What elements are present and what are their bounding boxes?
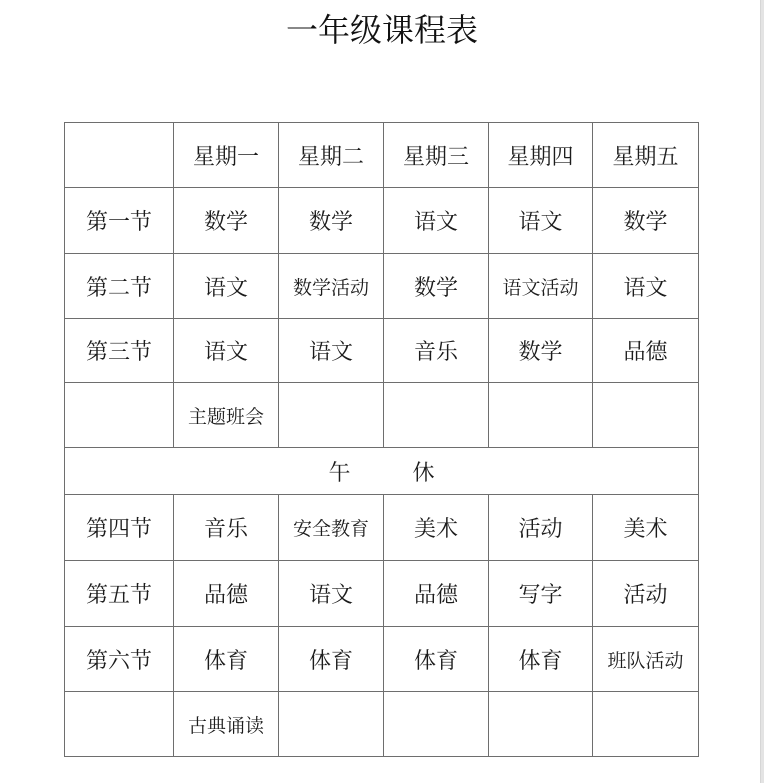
class-cell: 体育	[279, 627, 384, 692]
period-label	[65, 383, 174, 448]
period-label: 第四节	[65, 495, 174, 561]
class-cell: 班队活动	[593, 627, 699, 692]
class-cell: 数学	[279, 188, 384, 254]
class-cell: 古典诵读	[174, 692, 279, 757]
class-cell	[489, 692, 593, 757]
class-cell: 体育	[384, 627, 489, 692]
class-cell: 语文	[279, 561, 384, 627]
period-label: 第五节	[65, 561, 174, 627]
class-cell: 写字	[489, 561, 593, 627]
class-cell: 美术	[593, 495, 699, 561]
class-cell	[593, 692, 699, 757]
table-row	[65, 383, 699, 448]
day-header-thu: 星期四	[489, 123, 593, 188]
period-label: 第三节	[65, 319, 174, 383]
class-cell	[279, 383, 384, 448]
class-cell: 品德	[593, 319, 699, 383]
timetable	[64, 122, 699, 757]
class-cell: 语文	[279, 319, 384, 383]
class-cell: 语文	[174, 319, 279, 383]
day-header-mon: 星期一	[174, 123, 279, 188]
class-cell	[384, 383, 489, 448]
table-row	[65, 692, 699, 757]
table-row	[65, 188, 699, 254]
class-cell: 主题班会	[174, 383, 279, 448]
class-cell: 美术	[384, 495, 489, 561]
day-header-fri: 星期五	[593, 123, 699, 188]
class-cell	[593, 383, 699, 448]
table-row	[65, 561, 699, 627]
class-cell: 语文	[489, 188, 593, 254]
period-label	[65, 692, 174, 757]
class-cell: 品德	[384, 561, 489, 627]
table-row	[65, 319, 699, 383]
class-cell: 数学活动	[279, 254, 384, 319]
lunch-break-cell	[65, 448, 699, 495]
day-header-tue: 星期二	[279, 123, 384, 188]
period-label: 第六节	[65, 627, 174, 692]
class-cell: 数学	[489, 319, 593, 383]
class-cell: 活动	[489, 495, 593, 561]
class-cell: 语文	[384, 188, 489, 254]
header-row	[65, 123, 699, 188]
class-cell: 语文	[174, 254, 279, 319]
class-cell: 音乐	[174, 495, 279, 561]
page-edge	[760, 0, 764, 783]
period-label: 第二节	[65, 254, 174, 319]
period-label: 第一节	[65, 188, 174, 254]
lunch-char-2: 休	[412, 460, 435, 486]
class-cell: 数学	[174, 188, 279, 254]
class-cell	[489, 383, 593, 448]
class-cell: 音乐	[384, 319, 489, 383]
table-row	[65, 495, 699, 561]
class-cell: 安全教育	[279, 495, 384, 561]
table-row	[65, 254, 699, 319]
class-cell: 数学	[593, 188, 699, 254]
lunch-row	[65, 448, 699, 495]
lunch-char-1: 午	[328, 460, 351, 486]
table-row	[65, 627, 699, 692]
corner-cell	[65, 123, 174, 188]
class-cell: 语文活动	[489, 254, 593, 319]
class-cell	[279, 692, 384, 757]
class-cell: 语文	[593, 254, 699, 319]
page-title: 一年级课程表	[285, 11, 478, 49]
class-cell: 活动	[593, 561, 699, 627]
class-cell: 体育	[174, 627, 279, 692]
class-cell: 品德	[174, 561, 279, 627]
day-header-wed: 星期三	[384, 123, 489, 188]
class-cell: 体育	[489, 627, 593, 692]
class-cell	[384, 692, 489, 757]
class-cell: 数学	[384, 254, 489, 319]
